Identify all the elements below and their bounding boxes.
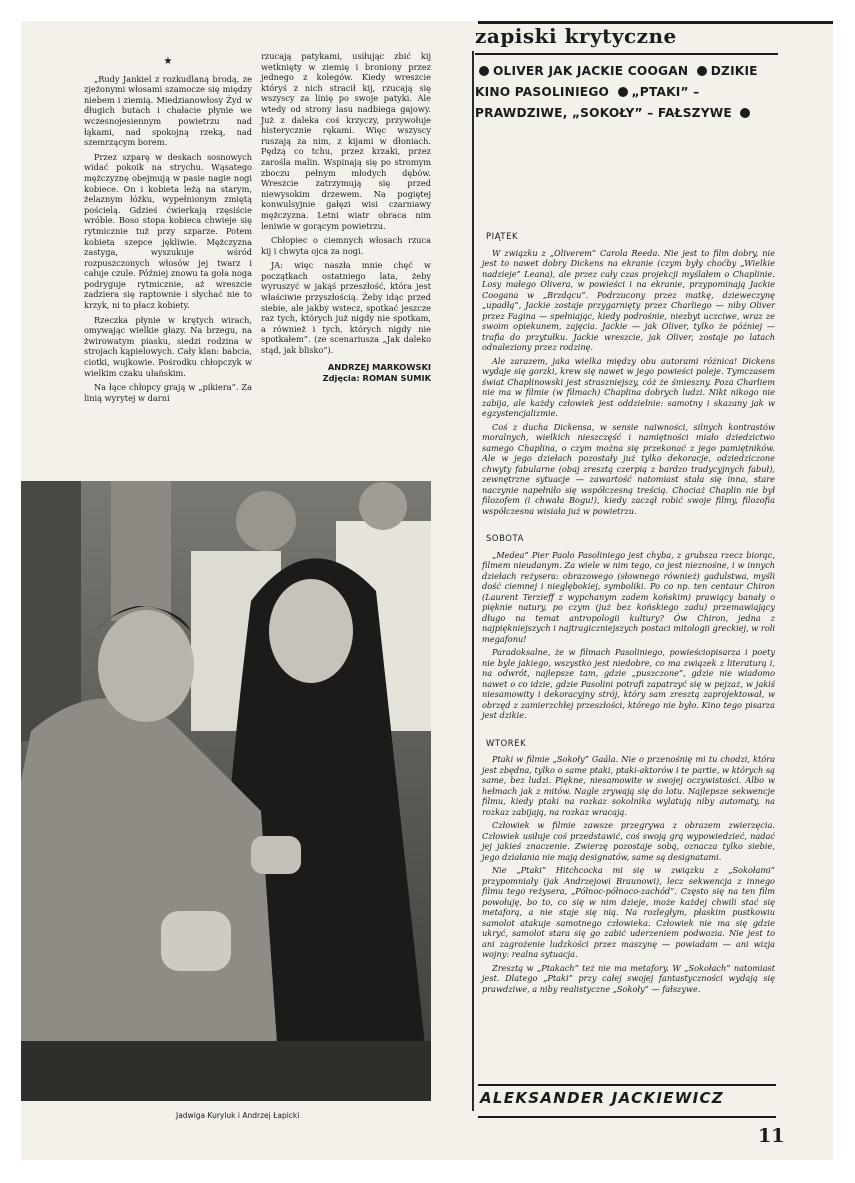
day-heading: WTOREK <box>486 737 527 748</box>
film-still-illustration <box>21 481 431 1101</box>
paragraph: Na łące chłopcy grają w „pikiera”. Za linią wyrytej w darni <box>84 382 252 403</box>
paragraph: Coś z ducha Dickensa, w sensie naiwności, silnych kontrastów moralnych, wielkich nieszczęść i namiętności miało dziedzictwo samego Chaplina, o czym można się przekonać z jego pamiętników. Ale w jego dziełach pozostały już tylko dekoracje, odziedziczone chwyty fabularne (obaj zresztą czerpią z bardzo tradycyjnych fabuł), zewnętrzne sytuacje — zawartość natomiast stała się inna, stare naczynie napełniło się współczesną treścią. Chociaż Chaplin nie był filozofem (i chwała Bogu!), kiedy zaczął robić swoje filmy, filozofia współczesna wisiała już w powietrzu. <box>482 421 775 516</box>
paragraph: JA: więc naszła mnie chęć w początkach ostatniego lata, żeby wyruszyć w jakąś przeszłość, która jest właściwie przyszłością. Żeby idąc przed siebie, ale jakby wstecz, spotkać jeszcze raz tych, których już nigdy nie spotkam, a również i tych, których nigdy nie spotkałem”. (ze scenariusza „Jak daleko stąd, jak blisko”). <box>261 260 431 356</box>
article-column-2 <box>261 51 431 384</box>
section-header: zapiski krytyczne <box>475 24 677 48</box>
bullet-dot-icon <box>618 87 628 97</box>
paragraph: W związku z „Oliverem” Carola Reeda. Nie jest to film dobry, nie jest to nawet dobry Dickens na ekranie (czym były choćby „Wielkie nadzieje” Leana), ale przez cały czas projekcji myślałem o Chaplinie. Losy małego Olivera, w powieści i na ekranie, przypominają Jackie Coogana w „Brzdącu”. Podrzucony przez matkę, dzieweczynę „upadłą”, Jackie zostaje przygarnięty przez Charliego — niby Oliver przez Fagina — spełniając, kiedy podrośnie, niezbyt uczciwe, wraz ze swoim opiekunem, zajęcia. Jackie — jak Oliver, tylko że później — trafia do przytułku. Jackie wreszcie, jak Oliver, zostaje po latach odnaleziony przez rodzinę. <box>482 247 775 352</box>
star-ornament: ★ <box>163 56 173 67</box>
film-still-photo <box>21 481 431 1101</box>
critic-notes-column <box>482 231 775 997</box>
day-heading: PIĄTEK <box>486 231 519 241</box>
teaser-item: OLIVER JAK JACKIE COOGAN <box>493 64 689 78</box>
paragraph: Zresztą w „Ptakach” też nie ma metafory. W „Sokołach” natomiast jest. Dlatego „Ptaki” przy całej swojej fantastyczności wydają się prawdziwe, a niby realistyczne „Sokoły” — fałszywe. <box>482 962 775 994</box>
bullet-dot-icon <box>697 66 707 76</box>
article-author: ANDRZEJ MARKOWSKI <box>327 361 431 372</box>
bullet-dot-icon <box>479 66 489 76</box>
paragraph: Ptaki w filmie „Sokoły” Gaála. Nie o przenośnię mi tu chodzi, która jest zbędna, tylko o same ptaki, ptaki-aktorów i te partie, w których są same, bez ludzi. Piękne, niesamowite w swojej oczywistości. Albo w hełmach jak z mitów. Nagle zrywają się do lotu. Najlepsze sekwencje filmu, kiedy ptaki na rozkaz sokolnika wylatują niby automaty, na rozkaz zabijają, na rozkaz wracają. <box>482 754 775 817</box>
magazine-page <box>21 21 833 1160</box>
article-column-1 <box>84 57 252 407</box>
paragraph: Ale zarazem, jaka wielka między obu autorami różnica! Dickens wydaje się gorzki, krew się nawet w jego powieści poleje. Tymczasem świat Chaplinowski jest straszniejszy, cóż że śmieszny. Poza Charliem nie ma w filmie (w filmach) Chaplina dobrych ludzi. Nikt nikogo nie zabija, ale każdy człowiek jest oddzielnie: samotny i skazany jak w egzystencjalizmie. <box>482 355 775 418</box>
page-number: 11 <box>758 1125 785 1147</box>
teaser-item: „PTAKI” – PRAWDZIWE, „SOKOŁY” – FAŁSZYWE <box>475 85 732 120</box>
critic-signature: ALEKSANDER JACKIEWICZ <box>480 1089 724 1107</box>
paragraph: „Rudy Jankiel z rozkudlaną brodą, ze zjeżonymi włosami szamocze się między niebem i ziemią. Miedzianowłosy Żyd w długich butach i chałacie płynie we wczesnojesiennym powietrzu nad łąkami, nad spokojną rzeką, nad szemrzącym borem. <box>84 73 252 148</box>
column-divider <box>472 51 474 1111</box>
photo-credit: Zdjęcia: ROMAN SUMIK <box>322 372 431 383</box>
paragraph: Rzeczka płynie w krętych wirach, omywając wielkie głazy. Na brzegu, na żwirowatym piasku, siedzi rodzina w strojach kąpielowych. Cały klan: babcia, ciotki, wujkowie. Pośrodku chłopczyk w wielkim czaku ułańskim. <box>84 314 252 378</box>
photo-caption: Jadwiga Kuryluk i Andrzej Łapicki <box>176 1111 300 1120</box>
teaser-list <box>475 61 775 124</box>
paragraph: Paradoksalne, że w filmach Pasoliniego, powieściopisarza i poety nie byle jakiego, wszystko jest niedobre, co ma związek z literaturą i, na odwrót, najlepsze tam, gdzie „puszczone”, gdzie nie wiadomo nawet o co idzie, gdzie Pasolini potrafi zapatrzyć się w pejzaż, w jakiś niesamowity i dekoracyjny strój, który sam zresztą zaprojektował, w obrzęd z zamierzchłej przeszłości, którego nie było. Kino tego pisarza jest dzikie. <box>482 647 775 720</box>
paragraph: „Medea” Pier Paolo Pasoliniego jest chyba, z grubsza rzecz biorąc, filmem nieudanym. Za wiele w nim tego, co jest nieznośne, i w innych dziełach reżysera: obrazowego (słownego również) gadulstwa, myśli dość ciemnej i nieglębokiej, symboliki. Po co np. ten centaur Chiron (Laurent Terzieff z wypchanym zadem końskim) prawiący banały o pięknie natury, po czym (już bez końskiego zadu) przemawiający długo na temat antropologii kultury? Ów Chiron, jedna z najpiękniejszych i najtragiczniejszych postaci mitologii greckiej, w roli megafonu! <box>482 549 775 644</box>
signoff-rule-bottom <box>478 1116 776 1118</box>
day-heading: SOBOTA <box>486 533 524 543</box>
signoff-rule-top <box>478 1084 776 1086</box>
paragraph: Człowiek w filmie zawsze przegrywa z obrazem zwierzęcia. Człowiek usiłuje coś przedstawić, coś swoją grą wypowiedzieć, nadać jej jakieś znaczenie. Zwierzę pozostaje sobą, oznacza tylko siebie, jego działania nie mają designatów, same są designatami. <box>482 820 775 862</box>
paragraph: rzucają patykami, usiłując zbić kij wetknięty w ziemię i broniony przez jednego z kolegów. Kiedy wreszcie któryś z nich stracił kij, rzucają się wszyscy za linię po swoje patyki. Ale wtedy od strony lasu nadbiega gajowy. Już z daleka coś krzyczy, przywołuje histerycznie rękami. Więc wszyscy ruszają za nim, z kijami w dłoniach. Pędzą co tchu, przez krzaki, przez zarośla malin. Wspinają się po stromym zboczu pełnym młodych dębów. Wreszcie zatrzymują się przed niewysokim drzewem. Na pogiętej konwulsyjnie gałęzi wisi czarniawy mężczyzna. Letni wiatr obraca nim leniwie w gorącym powietrzu. <box>261 51 431 231</box>
paragraph: Chłopiec o ciemnych włosach rzuca kij i chwyta ojca za nogi. <box>261 235 431 256</box>
paragraph: Nie „Ptaki” Hitchcocka mi się w związku z „Sokołami” przypomniały (jak Andrzejowi Braunowi), lecz sekwencja z innego filmu tego reżysera, „Północ-północo-zachód”. Często się na ten film powołuję, bo to, co się w nim dzieje, może każdej chwili stać się metaforą, a nie staje się nią. Na rozległym, płaskim pustkowiu samolot atakuje samotnego człowieka. Człowiek nie ma się gdzie ukryć, samolot stara się go zabić uderzeniem podwozia. Nie jest to ani zagrożenie ludzkości przez maszynę — powiadam — ani wizja wojny: realna sytuacja. <box>482 865 775 959</box>
bullet-dot-icon <box>740 108 750 118</box>
paragraph: Przez szparę w deskach sosnowych widać pokoik na strychu. Wąsatego mężczyznę obejmują w pasie nagie nogi kobiece. On i kobieta leżą na starym, żelaznym łóżku, wypełnionym zmiętą pościelą. Gdzieś ćwierkają rzęsiście wróble. Boso stopa kobieca chwieje się rytmicznie tuż przy szparze. Potem kobieta szepce jękliwie. Mężczyzna zastyga, wyszukuje wśród rozpuszczonych włosów jej twarz i całuje czule. Później znowu ta goła noga podryguje rytmicznie, aż wreszcie zadziera się raptownie i słychać nie to krzyk, ni to płacz kobiety. <box>84 151 252 311</box>
header-rule <box>475 53 778 55</box>
teaser-item: DZIKIE KINO PASOLINIEGO <box>475 64 758 99</box>
